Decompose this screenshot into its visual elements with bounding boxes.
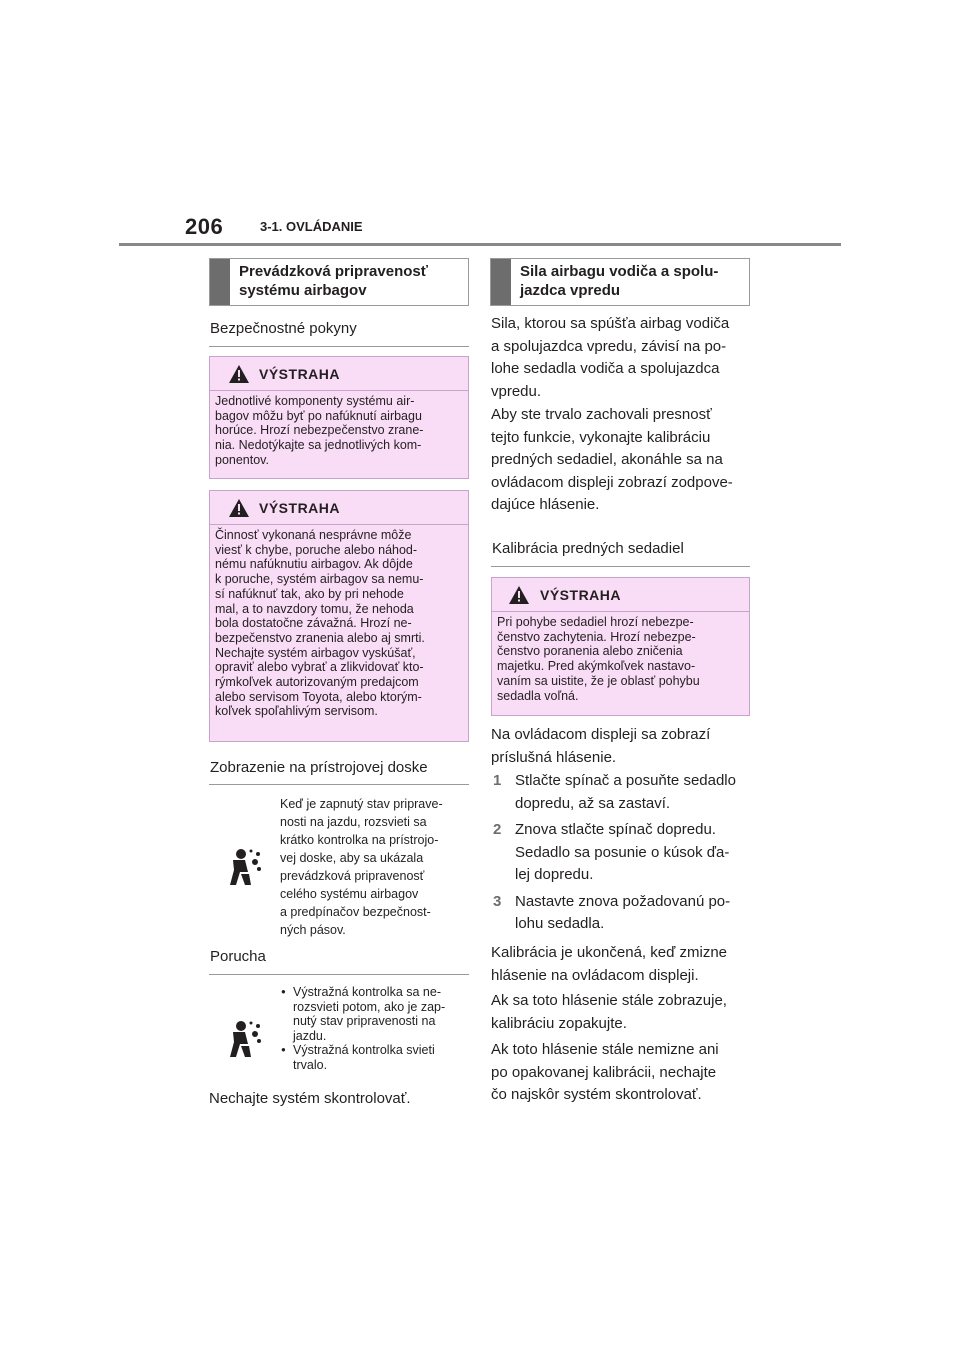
warning-triangle-icon — [229, 365, 249, 383]
warning-text: Činnosť vykonaná nesprávne môže viesť k chybe, poruche alebo náhod- nému nafúknutiu airbagov. Ak dôjde k poruche, systém airbagov sa nemu- sí nafúknuť tak, ako by pri nehode mal, a to navzdory tomu, že nehoda bola dostatočne závažná. Hrozí ne- bezpečenstvo zranenia alebo aj smrti. Nechajte systém airbagov vyskúšať, opraviť alebo vybrať a zlikvidovať kto- rýmkoľvek autorizovaným predajcom alebo servisom Toyota, alebo ktorým- koľvek spoľahlivým servisom. — [215, 528, 425, 719]
warning-title: VÝSTRAHA — [540, 587, 622, 603]
paragraph: Ak toto hlásenie stále nemizne ani po opakovanej kalibrácii, nechajte čo najskôr systém skontrolovať. — [491, 1041, 719, 1103]
warning-box-3 — [491, 577, 750, 716]
header-rule — [119, 243, 841, 246]
warning-title: VÝSTRAHA — [259, 500, 341, 516]
warning-box-1 — [209, 356, 469, 479]
warning-triangle-icon — [229, 499, 249, 517]
paragraph: Kalibrácia je ukončená, keď zmizne hlásenie na ovládacom displeji. — [491, 944, 728, 984]
subheading-calibration: Kalibrácia predných sedadiel — [491, 540, 750, 567]
paragraph: Aby ste trvalo zachovali presnosť tejto funkcie, vykonajte kalibráciu predných sedadiel, akonáhle sa na ovládacom displeji zobrazí zodpove- dajúce hlásenie. — [491, 406, 733, 513]
section-header: 3-1. OVLÁDANIE — [260, 219, 363, 234]
subheading-display: Zobrazenie na prístrojovej doske — [209, 759, 469, 785]
airbag-warning-icon — [227, 848, 263, 886]
airbag-warning-icon — [227, 1020, 263, 1058]
section-title: Sila airbagu vodiča a spolu- jazdca vpredu — [520, 263, 719, 299]
display-description: Keď je zapnutý stav priprave- nosti na jazdu, rozsvieti sa krátko kontrolka na prístrojo- vej doske, aby sa ukázala prevádzková pripravenosť celého systému airbagov a predpínačov bezpečnost- ných pásov. — [280, 797, 443, 937]
subheading-safety: Bezpečnostné pokyny — [209, 320, 469, 347]
step-3: 3 Nastavte znova požadovanú po- lohu sedadla. — [493, 892, 731, 932]
section-tab — [491, 259, 511, 305]
step-1: 1 Stlačte spínač a posuňte sedadlo dopredu, až sa zastaví. — [493, 772, 736, 812]
warning-text: Pri pohybe sedadiel hrozí nebezpe- čenstvo zachytenia. Hrozí nebezpe- čenstvo poranenia alebo zničenia majetku. Pred akýmkoľvek nastavo- vaním sa uistite, že je oblasť pohybu sedadla voľná. — [497, 615, 700, 703]
step-2: 2 Znova stlačte spínač dopredu. Sedadlo sa posunie o kúsok ďa- lej dopredu. — [493, 821, 730, 883]
warning-title: VÝSTRAHA — [259, 366, 341, 382]
section-box-airbag-force — [490, 258, 750, 306]
subheading-fault: Porucha — [209, 948, 469, 975]
section-title: Prevádzková pripravenosť systému airbagov — [239, 263, 428, 299]
closing-text: Nechajte systém skontrolovať. — [209, 1090, 411, 1107]
section-box-airbag-readiness — [209, 258, 469, 306]
list-item: ● Výstražná kontrolka sa ne- rozsvieti potom, ako je zap- nutý stav pripravenosti na jazdu. — [281, 985, 471, 1043]
warning-triangle-icon — [509, 586, 529, 604]
paragraph: Ak sa toto hlásenie stále zobrazuje, kalibráciu zopakujte. — [491, 992, 727, 1032]
fault-list — [281, 985, 471, 1072]
steps-list — [493, 770, 755, 936]
page-number: 206 — [185, 214, 224, 239]
paragraph: Sila, ktorou sa spúšťa airbag vodiča a spolujazdca vpredu, závisí na po- lohe sedadla vodiča a spolujazdca vpredu. — [491, 315, 730, 400]
warning-box-2 — [209, 490, 469, 742]
list-item: ● Výstražná kontrolka svieti trvalo. — [281, 1043, 471, 1072]
warning-text: Jednotlivé komponenty systému air- bagov môžu byť po nafúknutí airbagu horúce. Hrozí nebezpečenstvo zrane- nia. Nedotýkajte sa jednotlivých kom- ponentov. — [215, 394, 424, 467]
section-tab — [210, 259, 230, 305]
paragraph: Na ovládacom displeji sa zobrazí príslušná hlásenie. — [491, 726, 711, 766]
